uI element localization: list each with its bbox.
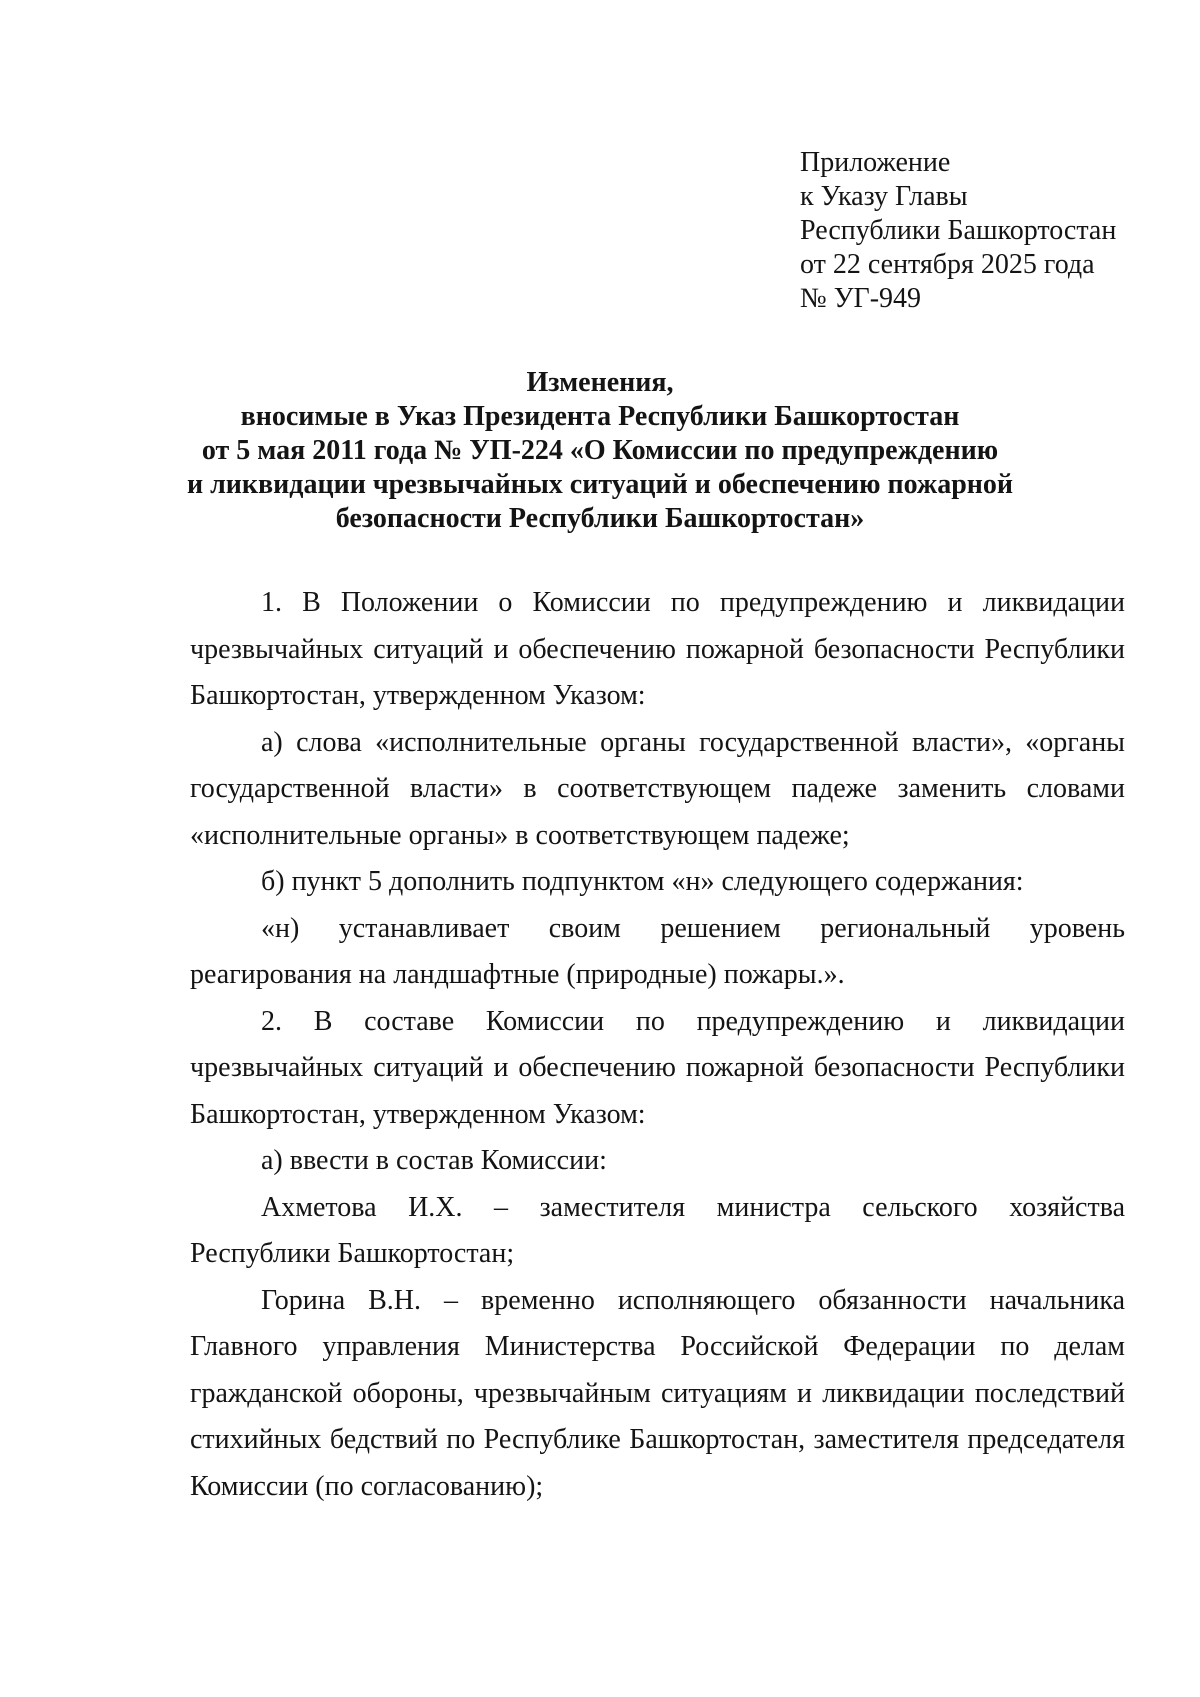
paragraph-member-gorin: Горина В.Н. – временно исполняющего обязанности начальника Главного управления Министерства Российской Федерации по делам гражданской обороны, чрезвычайным ситуациям и ликвидации последствий стихийных бедствий по Республике Башкортостан, заместителя председателя Комиссии (по согласованию);: [190, 1284, 1125, 1502]
title-line-5: безопасности Республики Башкортостан»: [335, 503, 865, 534]
paragraph-member-akhmetov: Ахметова И.Х. – заместителя министра сельского хозяйства Республики Башкортостан;: [190, 1191, 1125, 1269]
document-body: [190, 580, 1125, 1510]
appendix-line-5: № УГ-949: [800, 283, 922, 314]
appendix-line-2: к Указу Главы: [800, 181, 968, 212]
paragraph-1b: б) пункт 5 дополнить подпунктом «н» следующего содержания:: [261, 866, 1024, 897]
document-title: [150, 366, 1050, 536]
title-line-1: Изменения,: [526, 367, 674, 398]
title-line-4: и ликвидации чрезвычайных ситуаций и обеспечению пожарной: [186, 469, 1014, 500]
paragraph-1a: а) слова «исполнительные органы государственной власти», «органы государственной власти» в соответствующем падеже заменить словами «исполнительные органы» в соответствующем падеже;: [190, 726, 1125, 851]
appendix-line-4: от 22 сентября 2025 года: [800, 249, 1095, 280]
appendix-line-3: Республики Башкортостан: [800, 215, 1117, 246]
appendix-header: [800, 146, 1160, 316]
paragraph-1: 1. В Положении о Комиссии по предупреждению и ликвидации чрезвычайных ситуаций и обеспечению пожарной безопасности Республики Башкортостан, утвержденном Указом:: [190, 587, 1125, 711]
title-line-3: от 5 мая 2011 года № УП-224 «О Комиссии по предупреждению: [201, 435, 999, 466]
paragraph-2: 2. В составе Комиссии по предупреждению и ликвидации чрезвычайных ситуаций и обеспечению пожарной безопасности Республики Башкортостан, утвержденном Указом:: [190, 1005, 1125, 1130]
paragraph-1b-n: «н) устанавливает своим решением региональный уровень реагирования на ландшафтные (природные) пожары.».: [190, 912, 1125, 990]
paragraph-2a: а) ввести в состав Комиссии:: [261, 1145, 607, 1176]
appendix-line-1: Приложение: [800, 147, 951, 178]
title-line-2: вносимые в Указ Президента Республики Башкортостан: [240, 401, 960, 432]
